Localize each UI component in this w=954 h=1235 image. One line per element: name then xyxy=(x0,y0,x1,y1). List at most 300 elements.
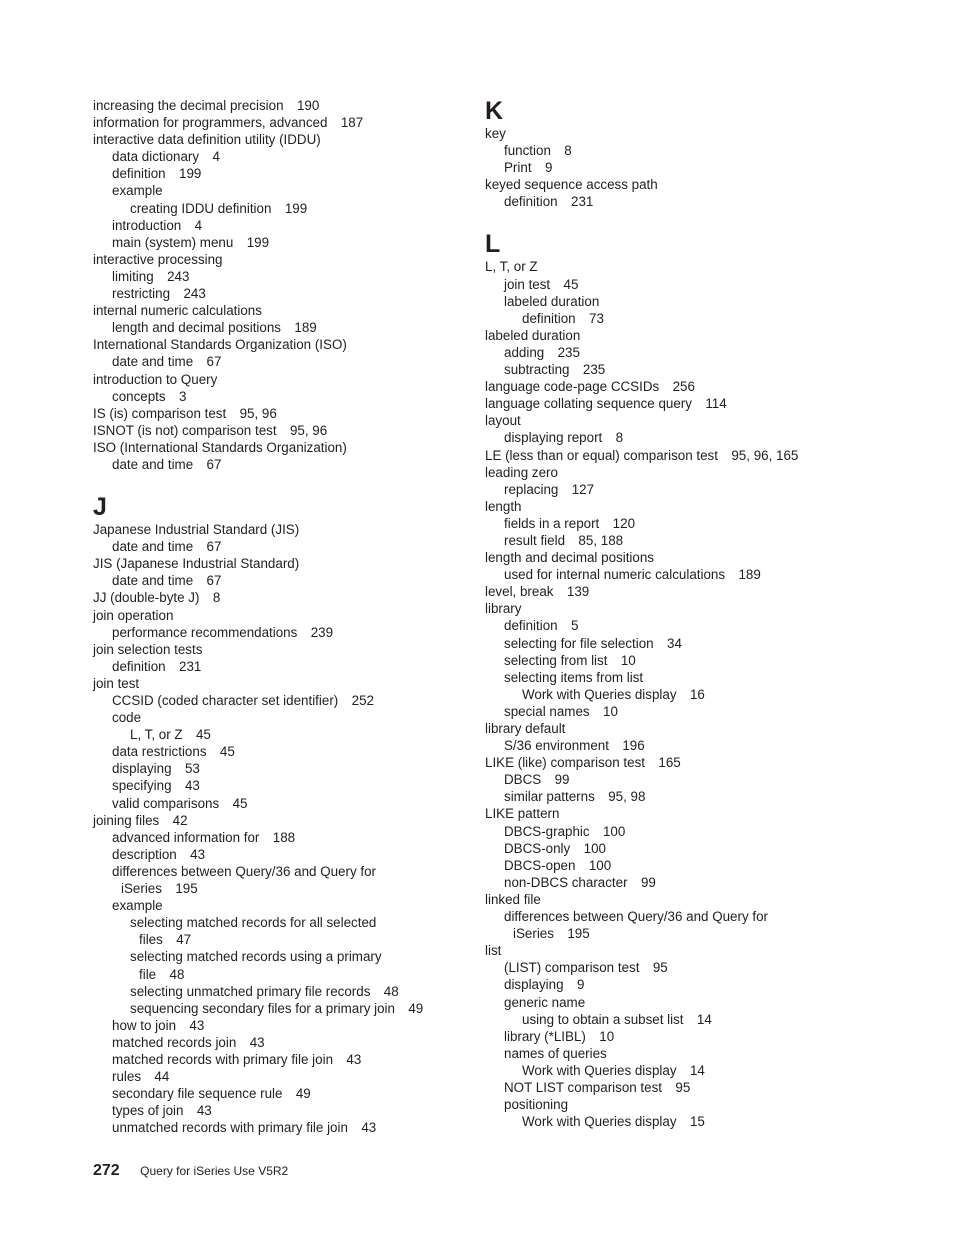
index-term: selecting matched records for all selected xyxy=(130,915,377,931)
index-term: concepts xyxy=(112,388,166,404)
page-reference: 256 xyxy=(672,379,695,395)
page-reference: 43 xyxy=(184,778,200,794)
index-entry xyxy=(485,549,885,566)
index-entry xyxy=(93,795,493,812)
index-term: language code-page CCSIDs xyxy=(485,379,660,395)
index-term: data dictionary xyxy=(112,149,200,165)
index-term: date and time xyxy=(112,354,194,370)
index-entry xyxy=(93,709,493,726)
index-entry xyxy=(93,555,493,572)
index-term: subtracting xyxy=(504,362,570,378)
index-entry xyxy=(485,1011,885,1028)
index-entry xyxy=(93,1051,493,1068)
page-reference: 252 xyxy=(351,693,374,708)
index-entry xyxy=(93,285,493,302)
index-entry xyxy=(485,258,885,275)
index-term: types of join xyxy=(112,1103,184,1119)
index-term: JIS (Japanese Industrial Standard) xyxy=(93,556,300,572)
index-term: differences between Query/36 and Query for xyxy=(112,863,377,879)
index-entry xyxy=(485,515,885,532)
page-reference: 99 xyxy=(554,772,570,788)
index-term: internal numeric calculations xyxy=(93,303,262,319)
index-entry xyxy=(93,760,493,777)
index-term: matched records with primary file join xyxy=(112,1051,334,1067)
index-term: iSeries xyxy=(513,926,554,942)
index-term: increasing the decimal precision xyxy=(93,98,284,113)
page-reference: 3 xyxy=(179,388,187,404)
page-reference: 95, 96 xyxy=(289,422,328,438)
page-reference: 4 xyxy=(212,149,220,165)
page-reference: 243 xyxy=(183,286,206,302)
index-entry xyxy=(93,743,493,760)
page-reference: 14 xyxy=(689,1062,705,1078)
page-reference: 195 xyxy=(567,926,590,942)
page-reference: 188 xyxy=(272,829,296,845)
index-term: data restrictions xyxy=(112,744,207,760)
index-entry xyxy=(93,863,493,880)
index-term: library xyxy=(485,601,522,617)
index-term: function xyxy=(504,143,551,159)
page-reference: 49 xyxy=(408,1000,424,1016)
index-entry xyxy=(93,114,493,131)
index-term: non-DBCS character xyxy=(504,874,628,890)
index-entry xyxy=(485,840,885,857)
index-entry xyxy=(93,1085,493,1102)
page-footer xyxy=(93,1162,288,1180)
index-entry xyxy=(485,686,885,703)
page-reference: 114 xyxy=(705,396,727,412)
index-term: creating IDDU definition xyxy=(130,200,272,216)
index-term: selecting for file selection xyxy=(504,635,654,651)
index-entry xyxy=(485,378,885,395)
page-reference: 120 xyxy=(612,515,636,531)
index-entry xyxy=(485,1096,885,1113)
index-term: selecting matched records using a primary xyxy=(130,949,382,965)
index-entry xyxy=(485,159,885,176)
index-entry xyxy=(485,1079,885,1096)
index-entry xyxy=(93,251,493,268)
index-entry xyxy=(93,846,493,863)
page-reference: 8 xyxy=(615,430,624,446)
index-entry xyxy=(485,805,885,822)
index-entry xyxy=(485,669,885,686)
index-entry xyxy=(485,327,885,344)
index-entry xyxy=(485,1062,885,1079)
page-reference: 8 xyxy=(212,590,221,606)
page-reference: 190 xyxy=(296,98,320,113)
index-term: DBCS-open xyxy=(504,857,576,873)
index-entry xyxy=(485,344,885,361)
index-term: length and decimal positions xyxy=(112,320,281,336)
index-entry xyxy=(93,931,493,948)
page-reference: 15 xyxy=(689,1114,705,1130)
index-term: LIKE pattern xyxy=(485,806,560,822)
index-term: introduction to Query xyxy=(93,371,218,387)
page-reference: 14 xyxy=(696,1011,712,1027)
section-letter-j: J xyxy=(93,493,107,522)
index-term: join test xyxy=(504,276,551,292)
index-entry xyxy=(485,976,885,993)
index-term: used for internal numeric calculations xyxy=(504,567,726,583)
index-term: generic name xyxy=(504,994,586,1010)
index-entry xyxy=(93,897,493,914)
page-reference: 95, 96 xyxy=(239,405,277,421)
index-term: Work with Queries display xyxy=(522,1114,677,1130)
index-term: DBCS-graphic xyxy=(504,823,590,839)
page-reference: 95 xyxy=(675,1079,691,1095)
index-entry xyxy=(93,1017,493,1034)
page-reference: 10 xyxy=(603,703,618,719)
index-term: layout xyxy=(485,413,521,429)
index-term: library default xyxy=(485,721,566,736)
page-reference: 67 xyxy=(206,539,222,555)
section-letter-k: K xyxy=(485,97,504,125)
index-entry xyxy=(93,914,493,931)
index-term: special names xyxy=(504,703,590,719)
index-term: join selection tests xyxy=(93,641,203,657)
index-term: length xyxy=(485,498,522,514)
index-entry xyxy=(485,395,885,412)
page-reference: 235 xyxy=(557,344,580,360)
index-entry xyxy=(93,966,493,983)
index-entry xyxy=(485,1045,885,1062)
page-reference: 43 xyxy=(196,1103,212,1119)
index-term: joining files xyxy=(93,812,160,828)
index-entry xyxy=(93,589,493,606)
page-reference: 231 xyxy=(179,658,202,674)
index-term: ISO (International Standards Organization) xyxy=(93,439,347,455)
page-reference: 53 xyxy=(184,761,200,777)
index-term: specifying xyxy=(112,778,172,794)
index-entry xyxy=(93,97,493,114)
index-term: L, T, or Z xyxy=(485,259,538,275)
page-reference: 231 xyxy=(571,194,594,210)
page-reference: 95 xyxy=(652,960,668,976)
index-entry xyxy=(485,429,885,446)
index-entry xyxy=(93,1034,493,1051)
index-term: positioning xyxy=(504,1097,569,1113)
index-term: restricting xyxy=(112,286,171,302)
page-reference: 34 xyxy=(667,635,682,651)
page-reference: 43 xyxy=(190,846,206,862)
page-reference: 199 xyxy=(284,200,308,216)
page-reference: 239 xyxy=(310,624,334,640)
page-reference: 42 xyxy=(172,812,188,828)
index-term: rules xyxy=(112,1069,142,1085)
page-reference: 44 xyxy=(154,1069,170,1085)
index-entry xyxy=(485,583,885,600)
index-term: secondary file sequence rule xyxy=(112,1086,283,1102)
page-reference: 67 xyxy=(206,456,222,472)
index-entry xyxy=(93,1068,493,1085)
page-reference: 235 xyxy=(582,362,606,378)
page-reference: 47 xyxy=(176,932,192,948)
page-number: 272 xyxy=(93,1162,120,1179)
index-term: join operation xyxy=(93,607,174,623)
page-reference: 45 xyxy=(232,795,248,811)
page-reference: 100 xyxy=(602,823,626,839)
page-reference: 43 xyxy=(249,1034,265,1050)
index-entry xyxy=(93,182,493,199)
index-entry xyxy=(485,652,885,669)
index-entry xyxy=(485,635,885,652)
index-entry xyxy=(485,754,885,771)
index-term: date and time xyxy=(112,573,194,589)
page-reference: 99 xyxy=(640,874,656,890)
index-term: language collating sequence query xyxy=(485,396,692,412)
index-entry xyxy=(93,641,493,658)
index-entry xyxy=(485,994,885,1011)
index-column-left xyxy=(93,97,493,1136)
index-entry xyxy=(93,217,493,234)
index-term: IS (is) comparison test xyxy=(93,405,227,421)
page-reference: 4 xyxy=(194,217,203,233)
page-reference: 127 xyxy=(571,481,595,497)
page-reference: 189 xyxy=(294,320,317,336)
index-entry xyxy=(93,405,493,422)
index-term: matched records join xyxy=(112,1034,237,1050)
index-entry xyxy=(93,624,493,641)
page-reference: 10 xyxy=(620,652,636,668)
index-term: main (system) menu xyxy=(112,234,234,250)
page-reference: 67 xyxy=(206,354,222,370)
index-entry xyxy=(93,353,493,370)
index-entry xyxy=(93,880,493,897)
index-term: leading zero xyxy=(485,464,558,480)
page-reference: 67 xyxy=(206,573,222,589)
index-entry xyxy=(93,319,493,336)
index-term: limiting xyxy=(112,268,154,284)
index-term: (LIST) comparison test xyxy=(504,960,640,976)
index-term: introduction xyxy=(112,217,182,233)
index-term: LE (less than or equal) comparison test xyxy=(485,447,718,463)
index-entry xyxy=(93,812,493,829)
index-entry xyxy=(485,771,885,788)
index-term: files xyxy=(139,932,163,948)
index-term: keyed sequence access path xyxy=(485,177,658,193)
index-term: length and decimal positions xyxy=(485,550,654,566)
index-term: adding xyxy=(504,344,545,360)
page-reference: 16 xyxy=(689,686,705,702)
index-entry xyxy=(93,439,493,456)
index-term: iSeries xyxy=(121,881,162,897)
index-term: sequencing secondary files for a primary join xyxy=(130,1000,395,1016)
page-reference: 43 xyxy=(189,1017,205,1033)
index-term: library (*LIBL) xyxy=(504,1028,586,1044)
index-entry xyxy=(485,857,885,874)
index-entry xyxy=(485,1028,885,1045)
index-term: result field xyxy=(504,532,566,548)
index-term: differences between Query/36 and Query for xyxy=(504,909,769,925)
index-term: labeled duration xyxy=(485,327,581,343)
index-entry xyxy=(485,891,885,908)
index-entry xyxy=(485,720,885,737)
index-entry xyxy=(485,1113,885,1130)
index-entry xyxy=(485,600,885,617)
index-entry xyxy=(485,823,885,840)
index-entry xyxy=(93,165,493,182)
index-term: valid comparisons xyxy=(112,795,220,811)
index-term: labeled duration xyxy=(504,293,600,309)
index-term: S/36 environment xyxy=(504,738,609,754)
index-entry xyxy=(485,703,885,720)
index-term: LIKE (like) comparison test xyxy=(485,755,646,771)
index-term: how to join xyxy=(112,1017,177,1033)
index-entry xyxy=(93,658,493,675)
index-entry xyxy=(485,959,885,976)
page-reference: 9 xyxy=(544,160,553,176)
index-entry xyxy=(93,983,493,1000)
index-term: definition xyxy=(522,310,576,326)
index-entry xyxy=(93,1000,493,1017)
index-term: example xyxy=(112,898,163,914)
index-term: ISNOT (is not) comparison test xyxy=(93,422,277,438)
index-term: definition xyxy=(112,658,166,674)
index-entry xyxy=(93,521,493,538)
index-term: advanced information for xyxy=(112,829,260,845)
index-term: Japanese Industrial Standard (JIS) xyxy=(93,522,300,538)
index-entry xyxy=(93,1119,493,1136)
index-term: displaying report xyxy=(504,430,603,446)
index-entry xyxy=(485,464,885,481)
index-entry xyxy=(485,925,885,942)
index-entry xyxy=(93,829,493,846)
index-term: NOT LIST comparison test xyxy=(504,1079,663,1095)
index-term: interactive data definition utility (IDDU) xyxy=(93,132,321,148)
index-term: Print xyxy=(504,160,532,176)
book-title: Query for iSeries Use V5R2 xyxy=(140,1164,289,1178)
index-term: definition xyxy=(112,166,166,182)
index-entry xyxy=(93,131,493,148)
index-entry xyxy=(93,371,493,388)
index-term: selecting from list xyxy=(504,652,608,668)
index-term: International Standards Organization (ISO) xyxy=(93,337,347,353)
index-entry xyxy=(93,234,493,251)
index-entry xyxy=(485,142,885,159)
index-term: date and time xyxy=(112,456,194,472)
index-term: code xyxy=(112,710,142,726)
page-reference: 165 xyxy=(658,755,681,771)
page-reference: 199 xyxy=(179,166,202,182)
page-reference: 243 xyxy=(167,268,190,284)
page-reference: 73 xyxy=(589,310,604,326)
index-entry xyxy=(485,276,885,293)
index-entry xyxy=(93,148,493,165)
index-entry xyxy=(485,176,885,193)
index-term: example xyxy=(112,183,163,199)
index-term: interactive processing xyxy=(93,251,223,267)
index-term: Work with Queries display xyxy=(522,686,677,702)
index-entry xyxy=(485,874,885,891)
index-entry xyxy=(485,293,885,310)
index-entry xyxy=(93,302,493,319)
index-entry xyxy=(93,777,493,794)
page-reference: 48 xyxy=(383,983,399,999)
index-entry xyxy=(485,125,885,142)
index-term: definition xyxy=(504,618,558,634)
index-term: unmatched records with primary file join xyxy=(112,1120,348,1136)
page-reference: 187 xyxy=(340,115,364,131)
page-reference: 45 xyxy=(219,744,235,760)
index-term: description xyxy=(112,846,177,862)
index-term: using to obtain a subset list xyxy=(522,1011,684,1027)
page-reference: 49 xyxy=(295,1086,311,1102)
page-reference: 8 xyxy=(564,143,572,159)
page-reference: 85, 188 xyxy=(578,532,624,548)
index-entry xyxy=(485,310,885,327)
index-entry xyxy=(93,200,493,217)
index-column-right xyxy=(485,97,885,1130)
page-reference: 48 xyxy=(169,966,185,982)
index-term: L, T, or Z xyxy=(130,727,183,743)
page-reference: 199 xyxy=(246,234,270,250)
index-term: similar patterns xyxy=(504,789,595,805)
page-reference: 10 xyxy=(599,1028,615,1044)
index-term: key xyxy=(485,126,506,141)
page-reference: 139 xyxy=(566,584,590,600)
index-entry xyxy=(485,447,885,464)
index-entry xyxy=(93,607,493,624)
index-entry xyxy=(93,268,493,285)
index-entry xyxy=(485,908,885,925)
index-term: JJ (double-byte J) xyxy=(93,590,200,606)
index-term: selecting unmatched primary file records xyxy=(130,983,371,999)
index-entry xyxy=(93,948,493,965)
page-reference: 100 xyxy=(583,840,606,856)
index-term: fields in a report xyxy=(504,515,600,531)
page-reference: 5 xyxy=(571,618,579,634)
index-entry xyxy=(93,726,493,743)
page-reference: 196 xyxy=(622,738,645,754)
page-reference: 45 xyxy=(563,276,579,292)
index-term: list xyxy=(485,943,502,959)
index-entry xyxy=(93,572,493,589)
index-entry xyxy=(93,1102,493,1119)
page-reference: 95, 96, 165 xyxy=(731,447,799,463)
index-term: linked file xyxy=(485,891,541,907)
index-term: selecting items from list xyxy=(504,669,644,685)
index-term: join test xyxy=(93,675,140,691)
page-reference: 43 xyxy=(361,1120,377,1136)
index-entry xyxy=(93,675,493,692)
index-term: names of queries xyxy=(504,1045,607,1061)
index-term: Work with Queries display xyxy=(522,1062,677,1078)
section-letter-l: L xyxy=(485,230,501,259)
index-entry xyxy=(93,456,493,473)
index-term: displaying xyxy=(504,977,564,993)
index-term: DBCS-only xyxy=(504,840,571,856)
index-entry xyxy=(485,942,885,959)
page-reference: 9 xyxy=(576,977,585,993)
index-entry xyxy=(93,692,493,709)
index-entry xyxy=(485,498,885,515)
index-term: CCSID (coded character set identifier) xyxy=(112,693,339,708)
index-entry xyxy=(485,737,885,754)
page-reference: 95, 98 xyxy=(608,789,646,805)
index-term: file xyxy=(139,966,157,982)
page-reference: 45 xyxy=(195,727,211,743)
index-entry xyxy=(485,412,885,429)
page-reference: 100 xyxy=(588,857,612,873)
index-entry xyxy=(485,566,885,583)
index-term: information for programmers, advanced xyxy=(93,115,328,131)
index-term: performance recommendations xyxy=(112,624,298,640)
index-entry xyxy=(93,422,493,439)
index-entry xyxy=(485,193,885,210)
index-entry xyxy=(93,388,493,405)
index-term: level, break xyxy=(485,584,554,600)
index-entry xyxy=(485,361,885,378)
